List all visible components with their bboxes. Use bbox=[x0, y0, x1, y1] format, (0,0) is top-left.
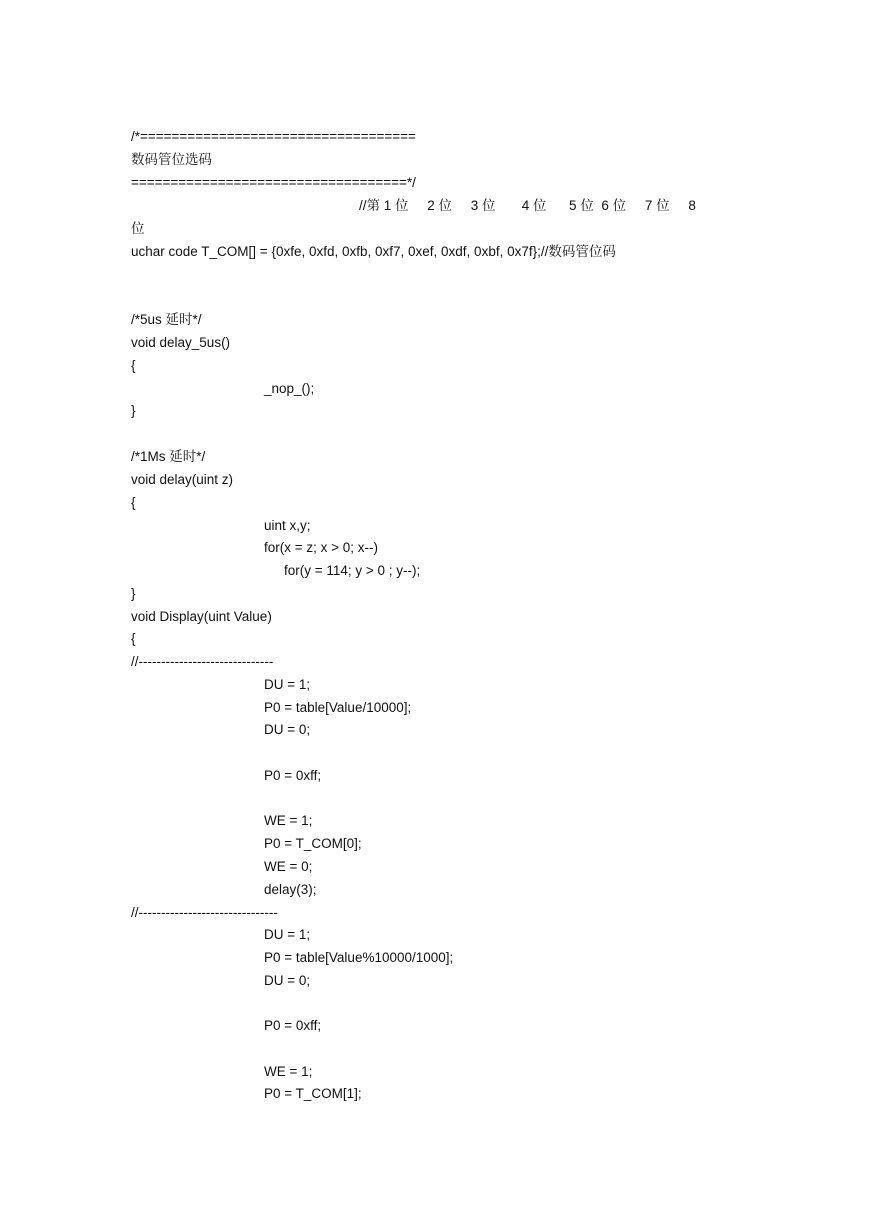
code-line: P0 = table[Value%10000/1000]; bbox=[264, 950, 454, 965]
code-line: DU = 0; bbox=[264, 722, 311, 737]
delay-comment: /*1Ms 延时*/ bbox=[131, 449, 206, 464]
code-line: WE = 1; bbox=[264, 813, 313, 828]
digit-position-comment-wrap: 位 bbox=[131, 221, 145, 236]
tcom-array-declaration: uchar code T_COM[] = {0xfe, 0xfd, 0xfb, 0xf7, 0xef, 0xdf, 0xbf, 0x7f};//数码管位码 bbox=[131, 244, 616, 259]
code-line: delay(3); bbox=[264, 882, 317, 897]
code-brace-open: { bbox=[131, 495, 136, 510]
display-signature: void Display(uint Value) bbox=[131, 609, 272, 624]
code-brace-close: } bbox=[131, 403, 136, 418]
delay5us-signature: void delay_5us() bbox=[131, 335, 231, 350]
code-brace-close: } bbox=[131, 586, 136, 601]
code-brace-open: { bbox=[131, 631, 136, 646]
code-line: uint x,y; bbox=[264, 518, 311, 533]
digit-position-comment: //第 1 位 2 位 3 位 4 位 5 位 6 位 7 位 8 bbox=[359, 198, 696, 213]
code-line: DU = 1; bbox=[264, 927, 311, 942]
comment-divider: //------------------------------- bbox=[131, 905, 278, 920]
comment-separator-bottom: ===================================*/ bbox=[131, 175, 416, 190]
code-line: DU = 0; bbox=[264, 973, 311, 988]
delay5us-comment: /*5us 延时*/ bbox=[131, 312, 202, 327]
code-line: P0 = table[Value/10000]; bbox=[264, 700, 412, 715]
comment-separator-top: /*=================================== bbox=[131, 129, 416, 144]
code-line: DU = 1; bbox=[264, 677, 311, 692]
code-line: P0 = 0xff; bbox=[264, 768, 322, 783]
code-line: WE = 0; bbox=[264, 859, 313, 874]
code-line: P0 = 0xff; bbox=[264, 1018, 322, 1033]
code-line: _nop_(); bbox=[264, 381, 315, 396]
code-line: for(y = 114; y > 0 ; y--); bbox=[284, 563, 421, 578]
code-line: WE = 1; bbox=[264, 1064, 313, 1079]
code-line: P0 = T_COM[0]; bbox=[264, 836, 362, 851]
delay-signature: void delay(uint z) bbox=[131, 472, 234, 487]
comment-divider: //------------------------------ bbox=[131, 654, 274, 669]
comment-title: 数码管位选码 bbox=[131, 152, 212, 167]
code-line: P0 = T_COM[1]; bbox=[264, 1086, 362, 1101]
code-line: for(x = z; x > 0; x--) bbox=[264, 540, 379, 555]
code-brace-open: { bbox=[131, 358, 136, 373]
